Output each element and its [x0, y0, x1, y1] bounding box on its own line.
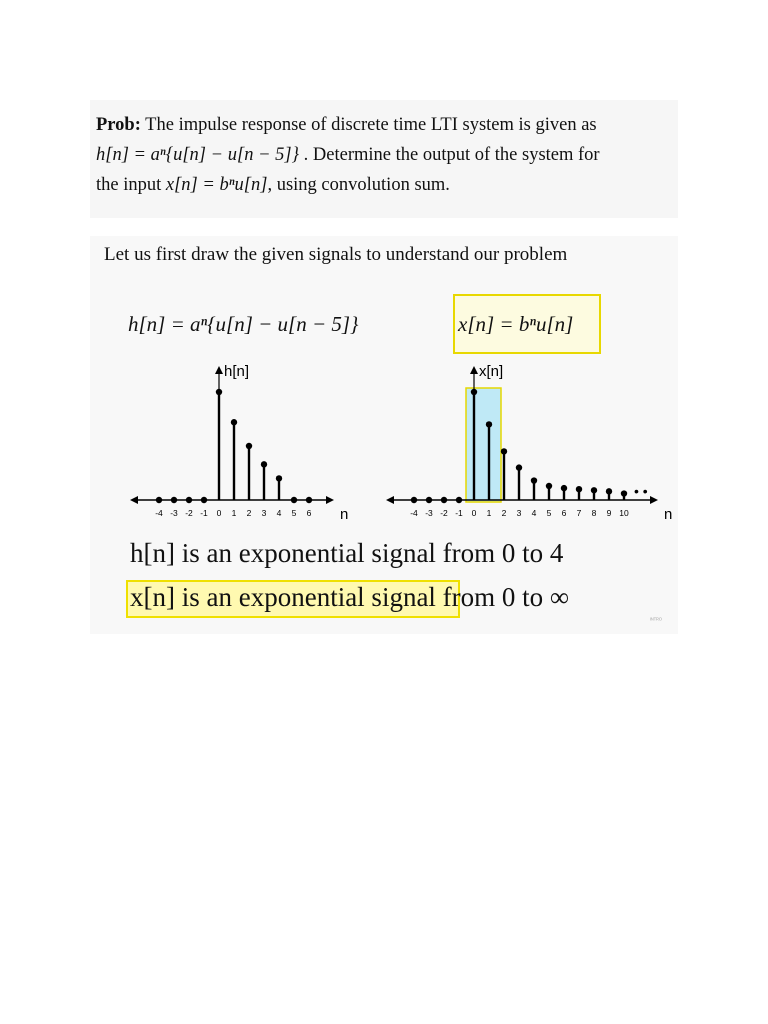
tick-label: 5: [291, 508, 297, 518]
stem-point: [186, 497, 192, 503]
h-description-text: h[n] is an exponential signal from 0 to 4: [130, 538, 564, 568]
y-axis-label: x[n]: [479, 363, 504, 380]
stem-point: [216, 389, 222, 395]
axis-arrow-right: [650, 496, 658, 504]
tick-label: 8: [591, 508, 597, 518]
stem-point: [201, 497, 207, 503]
tick-label: -1: [200, 508, 208, 518]
stem-point: [546, 483, 552, 489]
problem-line-3-pre: the input: [96, 175, 166, 195]
stem-point: [591, 487, 597, 493]
tick-label: 2: [246, 508, 252, 518]
stem-point: [516, 464, 522, 470]
stem-point: [156, 497, 162, 503]
tick-label: -2: [185, 508, 193, 518]
signal-plots: [90, 356, 678, 536]
tick-label: 1: [231, 508, 237, 518]
problem-line-3: [96, 170, 672, 200]
stem-point: [531, 477, 537, 483]
y-axis-arrow: [215, 366, 223, 374]
h-plot: [130, 363, 348, 523]
stem-point: [306, 497, 312, 503]
tick-label: 4: [276, 508, 282, 518]
x-axis-label: n: [664, 506, 673, 523]
axis-arrow-left: [130, 496, 138, 504]
tick-label: 5: [546, 508, 552, 518]
stem-point: [231, 419, 237, 425]
tick-label: 6: [306, 508, 312, 518]
problem-line-1-text: The impulse response of discrete time LTI system is given as: [140, 115, 597, 135]
x-stem-highlight: [466, 388, 501, 502]
stem-point: [501, 448, 507, 454]
tick-label: 7: [576, 508, 582, 518]
tick-label: 3: [261, 508, 267, 518]
tick-label: -4: [410, 508, 418, 518]
x-description: [130, 582, 569, 613]
tick-label: -4: [155, 508, 163, 518]
stem-point: [606, 488, 612, 494]
stem-point: [456, 497, 462, 503]
tick-label: 2: [501, 508, 507, 518]
slide-intro: Let us first draw the given signals to understand our problem: [104, 244, 568, 265]
stem-point: [561, 485, 567, 491]
continuation-dots: • •: [634, 483, 648, 499]
y-axis-label: h[n]: [224, 363, 250, 380]
tick-label: 0: [216, 508, 222, 518]
tick-label: 4: [531, 508, 537, 518]
slide-x-equation: x[n] = bⁿu[n]: [458, 312, 574, 336]
stem-point: [576, 486, 582, 492]
stem-point: [246, 443, 252, 449]
stem-point: [426, 497, 432, 503]
tick-label: -2: [440, 508, 448, 518]
tick-label: -3: [425, 508, 433, 518]
tick-label: 1: [486, 508, 492, 518]
axis-arrow-left: [386, 496, 394, 504]
stem-point: [291, 497, 297, 503]
stem-point: [486, 421, 492, 427]
stem-point: [441, 497, 447, 503]
tick-label: 9: [606, 508, 612, 518]
tick-label: 6: [561, 508, 567, 518]
x-plot: [386, 363, 672, 523]
tick-label: -3: [170, 508, 178, 518]
tick-label: 0: [471, 508, 477, 518]
problem-line-3-text: , using convolution sum.: [267, 175, 450, 195]
problem-line-2-text: . Determine the output of the system for: [303, 145, 600, 165]
tick-label: 10: [619, 508, 629, 518]
tick-label: 3: [516, 508, 522, 518]
impulse-response-equation: h[n] = aⁿ{u[n] − u[n − 5]}: [96, 145, 300, 165]
x-axis-label: n: [340, 506, 349, 523]
stem-point: [261, 461, 267, 467]
x-description-text: x[n] is an exponential signal from 0 to ∞: [130, 582, 570, 612]
problem-line-1: [96, 110, 672, 140]
problem-line-2: [96, 140, 672, 170]
axis-arrow-right: [326, 496, 334, 504]
tick-label: -1: [455, 508, 463, 518]
input-equation: x[n] = bⁿu[n]: [165, 175, 268, 195]
stem-point: [621, 490, 627, 496]
y-axis-arrow: [470, 366, 478, 374]
slide-h-equation: h[n] = aⁿ{u[n] − u[n − 5]}: [128, 312, 359, 336]
stem-point: [411, 497, 417, 503]
stem-point: [171, 497, 177, 503]
watermark: ᴵᴺᵀᴿᴼ: [650, 618, 662, 624]
stem-point: [471, 389, 477, 395]
stem-point: [276, 475, 282, 481]
lecture-slide: [90, 236, 678, 634]
problem-statement: [90, 100, 678, 218]
h-description: [130, 538, 563, 569]
prob-label: Prob:: [96, 115, 141, 135]
